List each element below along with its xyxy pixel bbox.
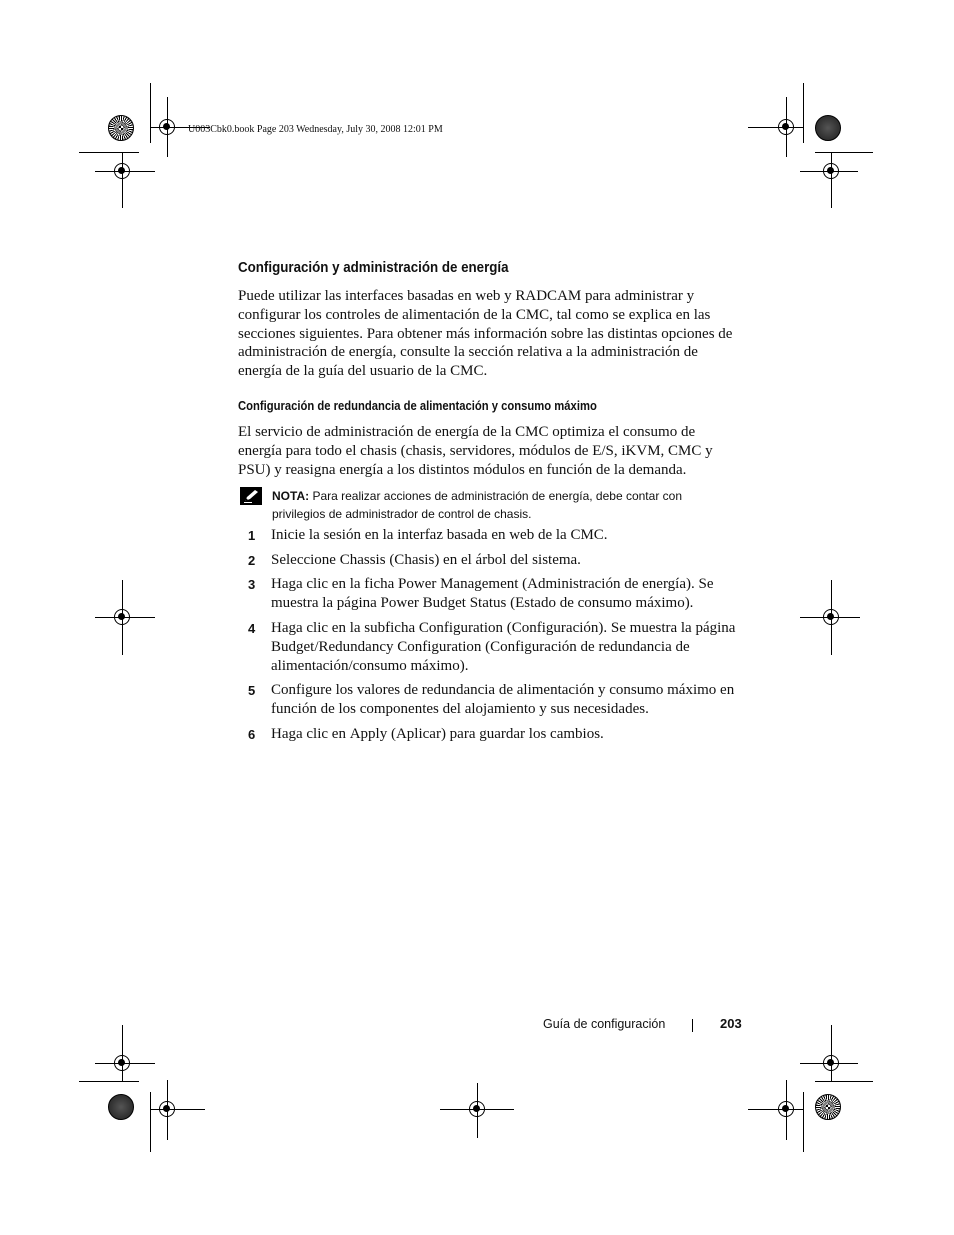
step-text xyxy=(271,619,741,676)
step-number: 3 xyxy=(248,577,256,592)
page-number: 203 xyxy=(720,1016,742,1031)
crosshair-target-icon xyxy=(823,163,839,179)
ui-term: Budget/Redundancy Configuration xyxy=(271,639,482,655)
ui-term: Power Budget Status xyxy=(380,595,507,611)
crosshair-target-icon xyxy=(469,1101,485,1117)
step-number: 4 xyxy=(248,621,256,636)
crosshair-target-icon xyxy=(114,1055,130,1071)
step-text-part: Haga clic en la ficha xyxy=(271,576,399,592)
ui-term: Configuration xyxy=(418,620,504,636)
step-text-part: Configure los valores de redundancia de alimentación y consumo máximo en función de los componentes del alojamiento y sus necesidades. xyxy=(271,682,735,717)
step-text-part: Haga clic en xyxy=(271,726,350,742)
step-text-part: (Chasis) en el árbol del sistema. xyxy=(385,552,581,568)
crosshair-target-icon xyxy=(823,609,839,625)
step-number: 6 xyxy=(248,727,256,742)
ui-term: Power Management xyxy=(398,576,519,592)
registration-rosette-icon xyxy=(108,1094,134,1120)
step-text-part: Seleccione xyxy=(271,552,340,568)
step-text-part: Inicie la sesión en la interfaz basada en web de la CMC. xyxy=(271,527,608,543)
step-text-part: Haga clic en la subficha xyxy=(271,620,419,636)
crosshair-target-icon xyxy=(114,609,130,625)
footer-guide-title: Guía de configuración xyxy=(543,1017,666,1031)
step-text-part: (Configuración). Se muestra la página xyxy=(503,620,736,636)
step-text xyxy=(271,575,741,613)
note-body: Para realizar acciones de administración de energía, debe contar con privilegios de administrador de control de chasis. xyxy=(272,489,682,521)
crosshair-target-icon xyxy=(823,1055,839,1071)
registration-rosette-icon xyxy=(815,115,841,141)
step-text xyxy=(271,551,741,570)
section-title: Configuración y administración de energía xyxy=(238,260,509,276)
crosshair-target-icon xyxy=(114,163,130,179)
step-text-part: (Configuración de redundancia de alimentación/consumo máximo). xyxy=(271,639,690,674)
pencil-note-icon xyxy=(240,487,262,505)
subsection-title: Configuración de redundancia de alimentación y consumo máximo xyxy=(238,399,597,413)
step-text xyxy=(271,526,741,545)
subsection-paragraph: El servicio de administración de energía de la CMC optimiza el consumo de energía para todo el chasis (chasis, servidores, módulos de E/S, iKVM, CMC y PSU) y reasigna energía a los distintos módulos en función de la demanda. xyxy=(238,424,713,478)
crosshair-target-icon xyxy=(778,1101,794,1117)
ui-term: Apply xyxy=(349,726,388,742)
step-text xyxy=(271,681,741,719)
step-number: 1 xyxy=(248,528,256,543)
registration-rosette-icon xyxy=(815,1094,841,1120)
crosshair-target-icon xyxy=(159,1101,175,1117)
note-text xyxy=(272,488,732,523)
registration-rosette-icon xyxy=(108,115,134,141)
step-number: 2 xyxy=(248,553,256,568)
intro-paragraph: Puede utilizar las interfaces basadas en web y RADCAM para administrar y configurar los controles de alimentación de la CMC, tal como se explica en las secciones siguientes. Para obtener más información sobre las distintas opciones de administración de energía, consulte la sección relativa a la administración de energía de la guía del usuario de la CMC. xyxy=(238,288,733,380)
note-label: NOTA: xyxy=(272,489,310,503)
step-text-part: (Administración de energía). Se muestra la página xyxy=(271,576,714,611)
step-text-part: (Aplicar) para guardar los cambios. xyxy=(387,726,604,742)
step-text-part: (Estado de consumo máximo). xyxy=(506,595,694,611)
ui-term: Chassis xyxy=(339,552,386,568)
print-header-slug: U003Cbk0.book Page 203 Wednesday, July 30, 2008 12:01 PM xyxy=(188,124,443,135)
step-text xyxy=(271,725,741,744)
step-number: 5 xyxy=(248,683,256,698)
footer-divider xyxy=(692,1019,693,1032)
crosshair-target-icon xyxy=(778,119,794,135)
crosshair-target-icon xyxy=(159,119,175,135)
